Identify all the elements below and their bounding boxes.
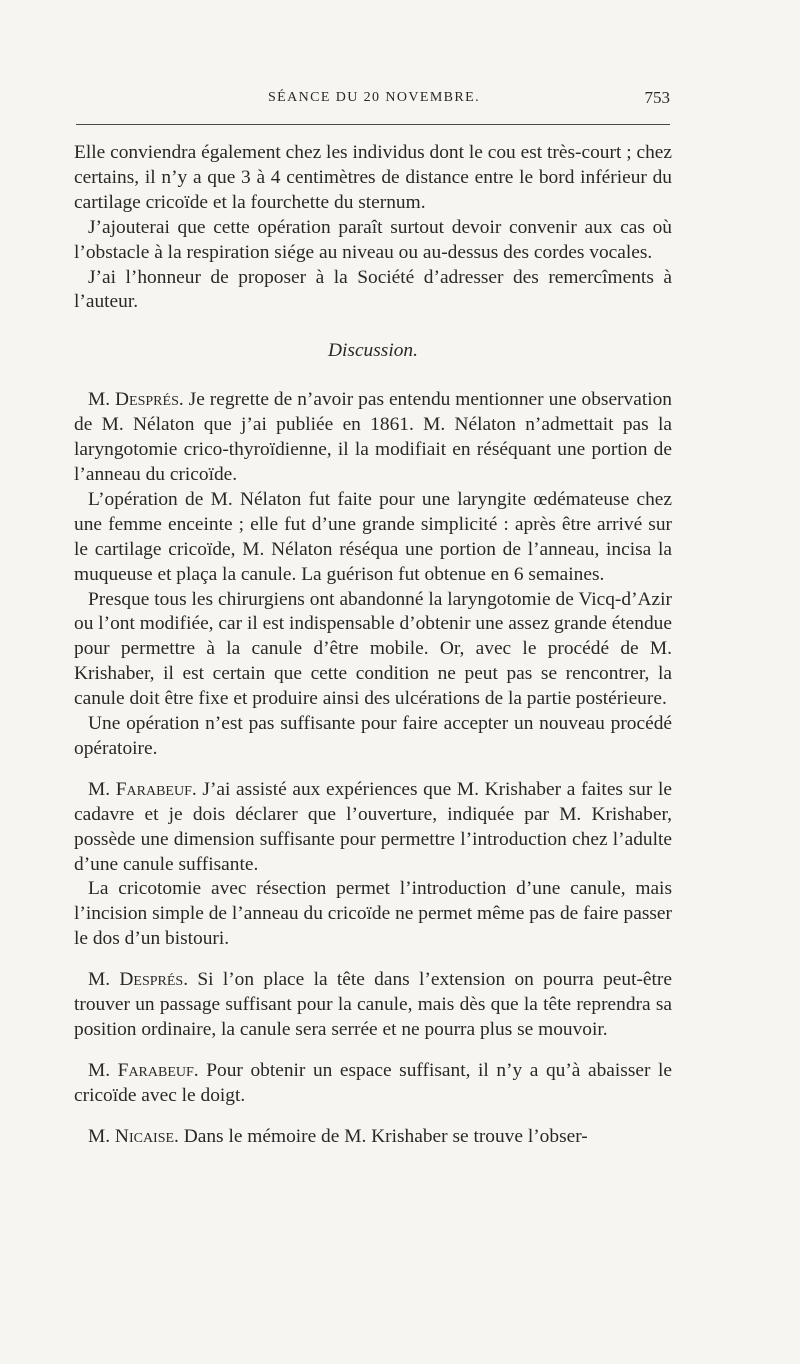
paragraph: J’ajouterai que cette opération paraît surtout devoir convenir aux cas où l’obstacle à la respiration siége au niveau ou au-dessus des cordes vocales. [74,216,672,263]
speaker-name: M. Farabeuf. [88,778,197,800]
speaker-name: M. Farabeuf. [88,1059,199,1081]
speaker-paragraph [74,1125,672,1150]
paragraph: Presque tous les chirurgiens ont abandonné la laryngotomie de Vicq-d’Azir ou l’ont modifiée, car il est indispensable d’obtenir une assez grande étendue pour permettre à la canule d’être mobile. Or, avec le procédé de M. Krishaber, il est certain que cette condition ne peut pas se rencontrer, la canule doit être fixe et produire ainsi des ulcérations de la partie postérieure. [74,588,672,710]
page-body [74,141,672,1150]
speaker-paragraph [74,1059,672,1109]
speaker-text: Pour obtenir un espace suffisant, il n’y a qu’à abaisser le cricoïde avec le doigt. [74,1059,673,1106]
speaker-name: M. Després. [88,969,189,991]
paragraph: Elle conviendra également chez les individus dont le cou est très-court ; chez certains, il n’y a que 3 à 4 centimètres de distance entre le bord inférieur du cartilage cricoïde et la fourchette du sternum. [74,142,672,213]
speaker-paragraph [74,968,672,1043]
speaker-text: Dans le mémoire de M. Krishaber se trouve l’obser- [178,1125,588,1147]
paragraph: J’ai l’honneur de proposer à la Société d’adresser des remercîments à l’auteur. [74,266,672,313]
speaker-name: M. Després. [88,389,184,411]
header-rule [76,124,670,125]
speaker-paragraph [74,778,672,878]
speaker-paragraph [74,388,672,488]
speaker-name: M. Nicaise. [88,1125,179,1147]
paragraph: La cricotomie avec résection permet l’introduction d’une canule, mais l’incision simple de l’anneau du cricoïde ne permet même pas de faire passer le dos d’un bistouri. [74,878,672,950]
speaker-text: Je regrette de n’avoir pas entendu mentionner une observation de M. Nélaton que j’ai publiée en 1861. M. Nélaton n’admettait pas la laryngotomie crico-thyroïdienne, il la modifiait en réséquant une portion de l’anneau du cricoïde. [74,389,672,485]
discussion-heading: Discussion. [328,340,418,362]
speaker-text: J’ai assisté aux expériences que M. Krishaber a faites sur le cadavre et je dois déclarer que l’ouverture, indiquée par M. Krishaber, possède une dimension suffisante pour permettre l’introduction chez l’adulte d’une canule suffisante. [74,778,672,875]
paragraph: Une opération n’est pas suffisante pour faire accepter un nouveau procédé opératoire. [74,713,672,759]
running-header [76,86,672,116]
header-title: SÉANCE DU 20 NOVEMBRE. [267,90,481,105]
paragraph: L’opération de M. Nélaton fut faite pour une laryngite œdémateuse chez une femme enceinte ; elle fut d’une grande simplicité : après être arrivé sur le cartilage cricoïde, M. Nélaton réséqua une portion de l’anneau, incisa la muqueuse et plaça la canule. La guérison fut obtenue en 6 semaines. [74,488,672,585]
speaker-text: Si l’on place la tête dans l’extension on pourra peut-être trouver un passage suffisant pour la canule, mais dès que la tête reprendra sa position ordinaire, la canule sera serrée et ne pourra plus se mouvoir. [74,969,672,1040]
page-number: 753 [644,88,670,107]
